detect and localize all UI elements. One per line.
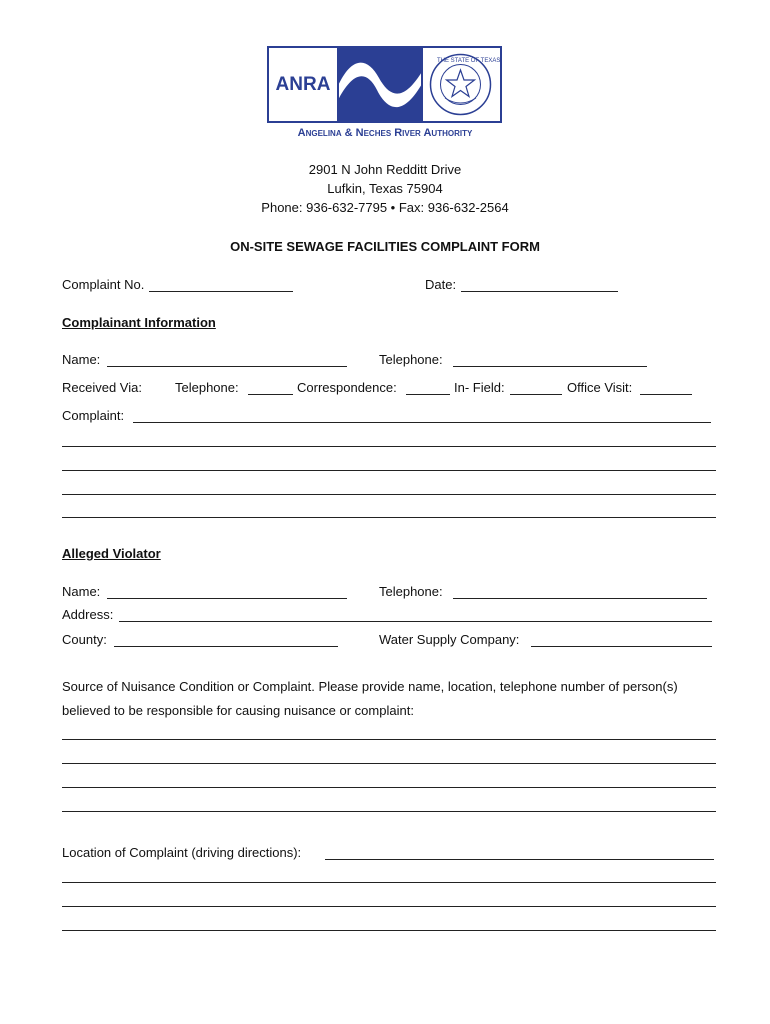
violator-name-field[interactable] xyxy=(107,598,347,599)
complaint-label: Complaint: xyxy=(62,408,125,423)
violator-telephone-field[interactable] xyxy=(453,598,707,599)
wave-icon xyxy=(339,48,421,121)
location-line-2[interactable] xyxy=(62,906,716,907)
received-via-label: Received Via: xyxy=(62,380,142,395)
complaint-line-1[interactable] xyxy=(62,446,716,447)
form-title: ON-SITE SEWAGE FACILITIES COMPLAINT FORM xyxy=(230,239,540,254)
via-telephone-label: Telephone: xyxy=(175,380,239,395)
source-line-1[interactable] xyxy=(62,739,716,740)
via-telephone-field[interactable] xyxy=(248,394,293,395)
location-line-3[interactable] xyxy=(62,930,716,931)
via-correspondence-label: Correspondence: xyxy=(297,380,397,395)
via-infield-label: In- Field: xyxy=(454,380,505,395)
water-supply-field[interactable] xyxy=(531,646,712,647)
location-field[interactable] xyxy=(325,859,714,860)
address-phone-fax: Phone: 936-632-7795 • Fax: 936-632-2564 xyxy=(261,200,509,215)
source-line-2[interactable] xyxy=(62,763,716,764)
via-correspondence-field[interactable] xyxy=(406,394,450,395)
source-text-line-2: believed to be responsible for causing nuisance or complaint: xyxy=(62,703,414,718)
location-label: Location of Complaint (driving directions): xyxy=(62,845,302,860)
complaint-line-2[interactable] xyxy=(62,470,716,471)
via-infield-field[interactable] xyxy=(510,394,562,395)
location-line-1[interactable] xyxy=(62,882,716,883)
via-office-field[interactable] xyxy=(640,394,692,395)
date-field[interactable] xyxy=(461,291,618,292)
seal-text: THE STATE OF TEXAS xyxy=(437,58,501,64)
violator-county-label: County: xyxy=(62,632,107,647)
water-supply-label: Water Supply Company: xyxy=(379,632,520,647)
source-line-3[interactable] xyxy=(62,787,716,788)
org-name: Angelina & Neches River Authority xyxy=(297,127,473,139)
violator-name-label: Name: xyxy=(62,584,101,599)
violator-address-label: Address: xyxy=(62,607,114,622)
via-office-label: Office Visit: xyxy=(567,380,633,395)
source-text-line-1: Source of Nuisance Condition or Complaint. Please provide name, location, telephone number of person(s) xyxy=(62,679,678,694)
complaint-no-field[interactable] xyxy=(149,291,293,292)
complaint-line-4[interactable] xyxy=(62,517,716,518)
complaint-field[interactable] xyxy=(133,422,711,423)
complainant-name-field[interactable] xyxy=(107,366,347,367)
source-line-4[interactable] xyxy=(62,811,716,812)
address-city: Lufkin, Texas 75904 xyxy=(327,181,443,196)
wave-logo-box xyxy=(339,46,423,123)
complaint-line-3[interactable] xyxy=(62,494,716,495)
violator-address-field[interactable] xyxy=(119,621,712,622)
violator-heading: Alleged Violator xyxy=(62,546,161,561)
anra-logo-box xyxy=(267,46,339,123)
address-street: 2901 N John Redditt Drive xyxy=(308,162,462,177)
complainant-telephone-field[interactable] xyxy=(453,366,647,367)
violator-telephone-label: Telephone: xyxy=(379,584,443,599)
complaint-no-label: Complaint No. xyxy=(62,277,145,292)
seal-logo-box xyxy=(423,46,502,123)
violator-county-field[interactable] xyxy=(114,646,338,647)
complainant-telephone-label: Telephone: xyxy=(379,352,443,367)
date-label: Date: xyxy=(425,277,457,292)
logo-acronym: ANRA xyxy=(275,74,331,95)
complainant-heading: Complainant Information xyxy=(62,315,216,330)
complainant-name-label: Name: xyxy=(62,352,101,367)
